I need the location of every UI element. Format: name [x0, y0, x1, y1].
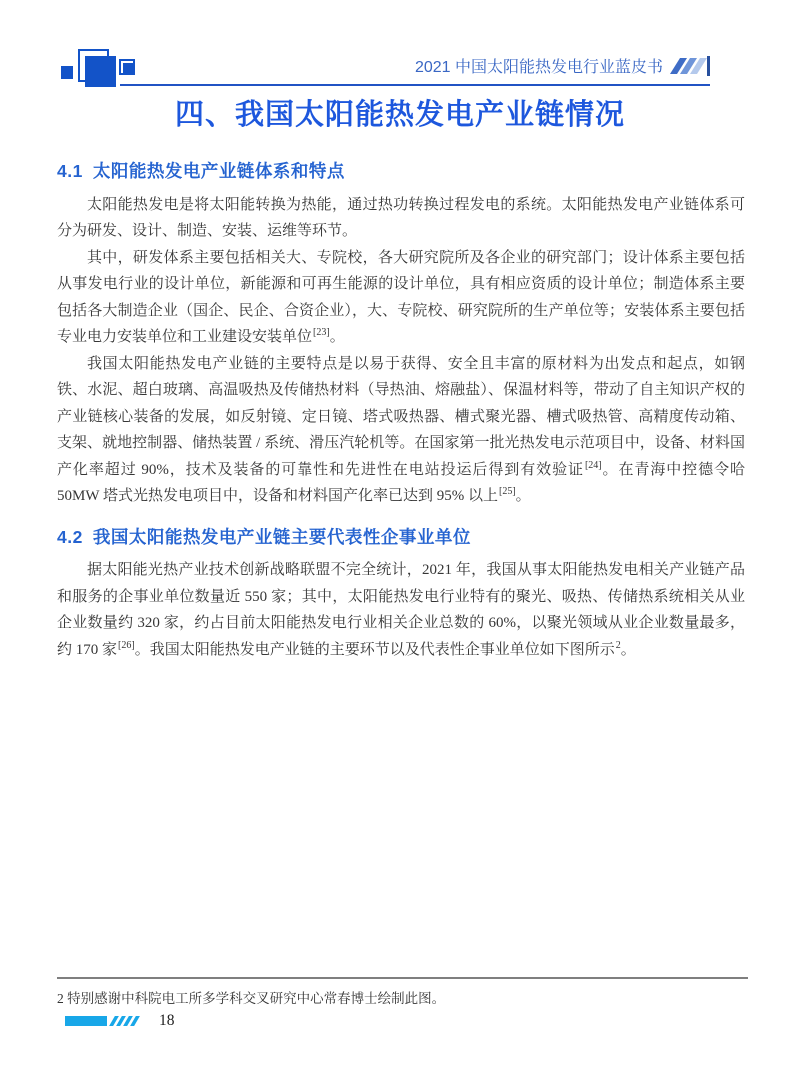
paragraph [57, 351, 745, 510]
paragraph-text: 。我国太阳能热发电产业链的主要环节以及代表性企事业单位如下图所示 [134, 641, 615, 658]
logo-square-solid [85, 56, 116, 87]
citation-ref: [23] [313, 327, 330, 338]
booklet-title: 2021 中国太阳能热发电行业蓝皮书 [414, 59, 663, 76]
citation-ref: [24] [584, 459, 602, 471]
header [415, 54, 710, 77]
paragraph [57, 192, 745, 245]
page-number: 18 [159, 1012, 175, 1029]
paragraph-text: 。 [620, 641, 636, 658]
citation-ref: [26] [118, 639, 135, 651]
footnote-ref: 2 [615, 639, 621, 651]
page-marker-slashes-icon [109, 1016, 137, 1026]
footnote-divider [57, 977, 748, 979]
footnote: 2 特别感谢中科院电工所多学科交叉研究中心常春博士绘制此图。 [57, 991, 446, 1006]
section-title: 太阳能热发电产业链体系和特点 [92, 161, 345, 181]
content-area [57, 158, 745, 663]
paragraph-text: 。 [515, 488, 531, 504]
page-marker-bar [65, 1016, 107, 1026]
section-title: 我国太阳能热发电产业链主要代表性企事业单位 [92, 526, 471, 547]
header-rule [120, 84, 710, 86]
section-4-1-heading [57, 158, 745, 185]
page-marker [65, 1012, 175, 1030]
paragraph-text: 据太阳能光热产业技术创新战略联盟不完全统计，2021 年，我国从事太阳能热发电相关产业链产品和服务的企事业单位数量近 550 家；其中，太阳能热发电行业特有的聚光、吸热、传储热系统相关从业企业数量约 320 家，约占目前太阳能热发电行业相关企业总数的 60%，以聚光领域从业企业数量最多，约 170 家 [57, 562, 745, 658]
paragraph-text: 我国太阳能热发电产业链的主要特点是以易于获得、安全且丰富的原材料为出发点和起点，如钢铁、水泥、超白玻璃、高温吸热及传储热材料（导热油、熔融盐）、保温材料等，带动了自主知识产权的产业链核心装备的发展，如反射镜、定日镜、塔式吸热器、槽式聚光器、槽式吸热管、高精度传动箱、支架、就地控制器、储热装置 / 系统、滑压汽轮机等。在国家第一批光热发电示范项目中，设备、材料国产化率超过 90%，技术及装备的可靠性和先进性在电站投运后得到有效验证 [57, 355, 745, 478]
paragraph [57, 557, 745, 663]
paragraph [57, 245, 745, 351]
chapter-title: 四、我国太阳能热发电产业链情况 [174, 99, 625, 131]
paragraph-text: 。 [329, 329, 345, 345]
paragraph-text: 其中，研发体系主要包括相关大、专院校，各大研究院所及各企业的研究部门；设计体系主要包括从事发电行业的设计单位，新能源和可再生能源的设计单位，具有相应资质的设计单位；制造体系主要包括各大制造企业（国企、民企、合资企业），大、专院校、研究院所的生产单位等；安装体系主要包括专业电力安装单位和工业建设安装单位 [57, 249, 745, 345]
section-4-2-heading [57, 524, 745, 551]
paragraph-text: 。在青海中控德令哈 50MW 塔式光热发电项目中，设备和材料国产化率已达到 95% 以上 [57, 461, 745, 504]
section-number: 4.1 [57, 161, 83, 181]
paragraph-text: 太阳能热发电是将太阳能转换为热能，通过热功转换过程发电的系统。太阳能热发电产业链体系可分为研发、设计、制造、安装、运维等环节。 [57, 196, 745, 239]
logo-square-small [61, 66, 73, 79]
logo-square-right [123, 63, 134, 74]
section-number: 4.2 [57, 526, 83, 547]
slashes-icon [675, 56, 710, 76]
citation-ref: [25] [498, 486, 516, 497]
